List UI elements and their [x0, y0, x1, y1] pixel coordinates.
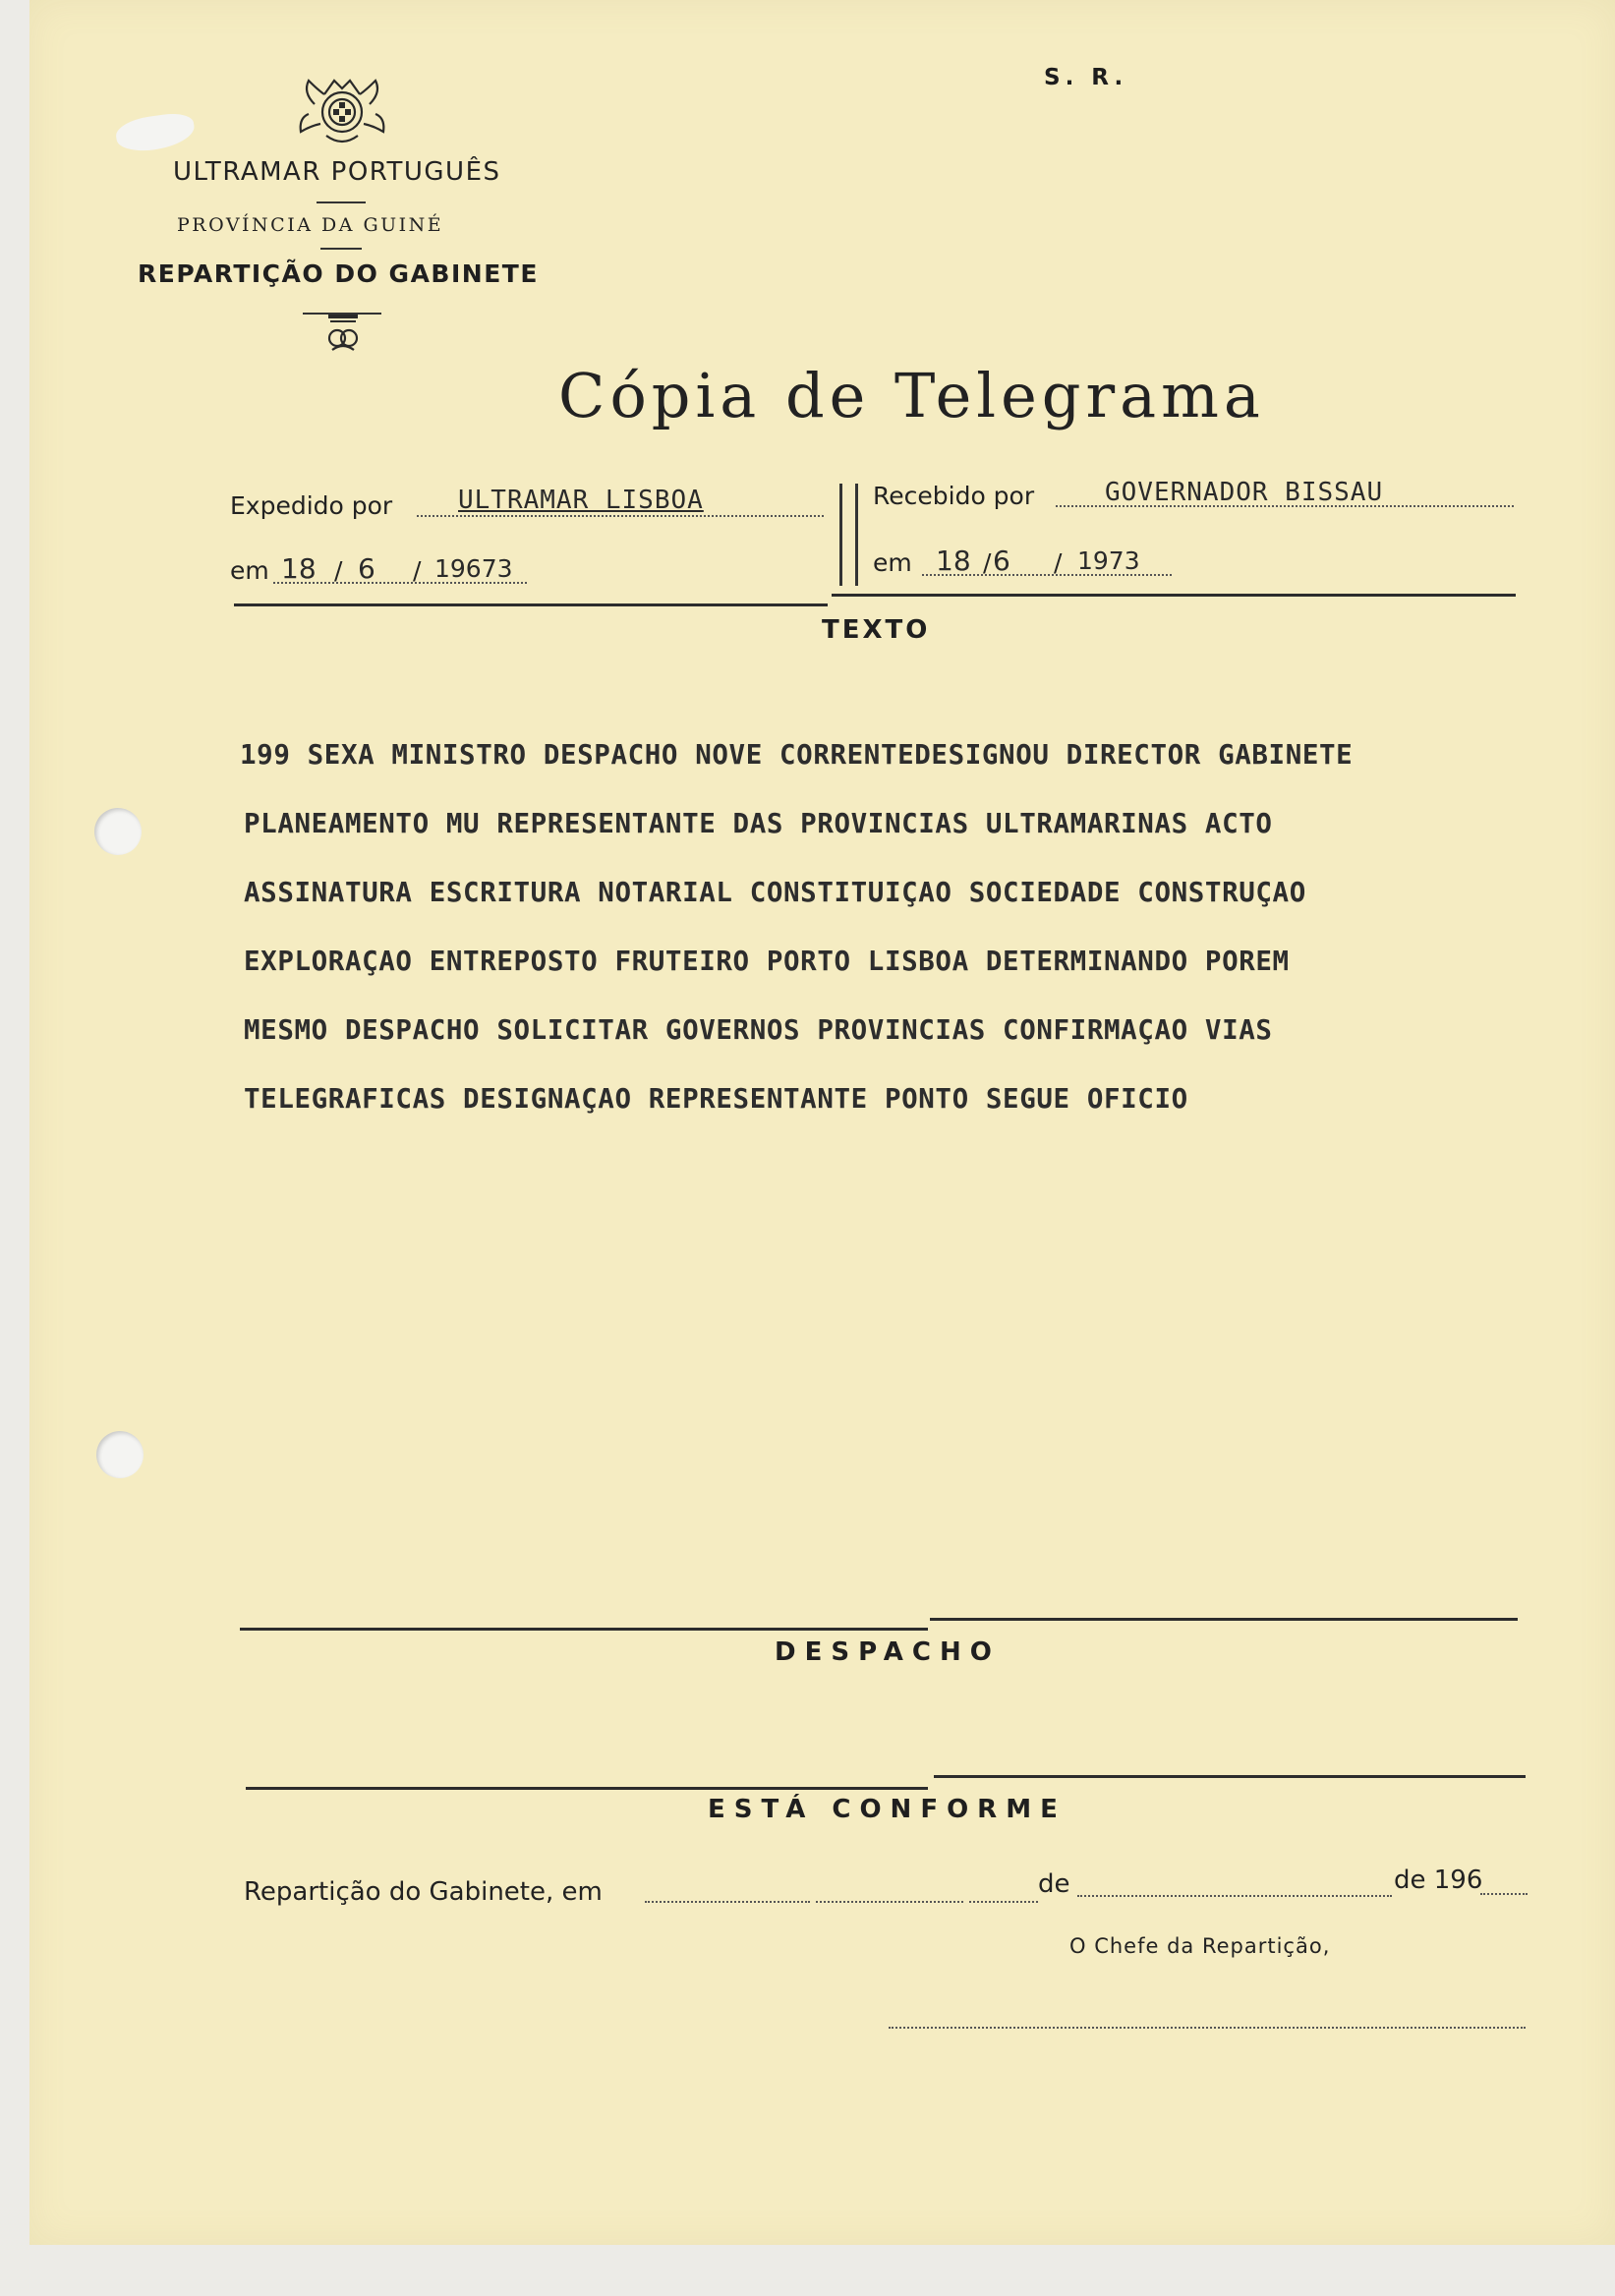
rule-above-despacho-left: [240, 1628, 928, 1631]
conforme-heading: ESTÁ CONFORME: [708, 1795, 1067, 1824]
sent-year: 19673: [434, 554, 513, 583]
sent-by-value: ULTRAMAR LISBOA: [458, 486, 704, 515]
despacho-heading: DESPACHO: [775, 1637, 1001, 1667]
punch-hole-upper: [94, 808, 142, 855]
message-line-3: ASSINATURA ESCRITURA NOTARIAL CONSTITUIÇAO SOCIEDADE CONSTRUÇAO: [244, 877, 1306, 908]
received-by-label: Recebido por: [873, 482, 1035, 510]
rule-above-text-right: [832, 594, 1516, 597]
de-label-1: de: [1038, 1869, 1070, 1899]
document-title: Cópia de Telegrama: [558, 360, 1265, 431]
scan-background-left: [0, 0, 29, 2296]
received-month: 6: [993, 545, 1010, 577]
sent-date-slash-1: /: [334, 556, 343, 585]
rule-above-despacho-right: [930, 1618, 1518, 1621]
place-date-label: Repartição do Gabinete, em: [244, 1877, 603, 1907]
rule-above-conforme-right: [934, 1775, 1526, 1778]
received-date-slash-1: /: [983, 548, 992, 577]
sent-month: 6: [358, 552, 375, 585]
signature-dotted-line: [889, 2025, 1526, 2029]
sent-date-label: em: [230, 556, 269, 585]
place-dotted-line-1: [645, 1899, 810, 1903]
day-dotted-line: [969, 1899, 1038, 1903]
department-emblem-icon: [324, 313, 362, 354]
header-line-ultramar: ULTRAMAR PORTUGUÊS: [173, 157, 501, 187]
column-separator-right: [855, 484, 858, 586]
header-divider-1: [317, 201, 366, 203]
security-stamp: S. R.: [1044, 65, 1128, 90]
scan-background-bottom: [0, 2245, 1615, 2296]
sent-day: 18: [281, 552, 317, 585]
document-sheet: [29, 0, 1615, 2245]
column-separator-left: [839, 484, 842, 586]
received-day: 18: [936, 545, 971, 577]
place-dotted-line-2: [816, 1899, 963, 1903]
received-date-label: em: [873, 548, 912, 577]
message-line-4: EXPLORAÇAO ENTREPOSTO FRUTEIRO PORTO LISBOA DETERMINANDO POREM: [244, 946, 1290, 977]
rule-above-conforme-left: [246, 1787, 928, 1790]
received-by-value: GOVERNADOR BISSAU: [1105, 478, 1384, 507]
header-divider-2: [320, 248, 362, 250]
header-line-provincia: PROVÍNCIA DA GUINÉ: [177, 214, 444, 236]
header-line-reparticao: REPARTIÇÃO DO GABINETE: [138, 259, 539, 288]
de-label-2: de 196: [1394, 1866, 1483, 1895]
received-year: 1973: [1077, 546, 1140, 575]
signatory-label: O Chefe da Repartição,: [1069, 1934, 1331, 1958]
message-line-5: MESMO DESPACHO SOLICITAR GOVERNOS PROVINCIAS CONFIRMAÇAO VIAS: [244, 1014, 1273, 1046]
text-section-heading: TEXTO: [822, 615, 931, 645]
message-line-6: TELEGRAFICAS DESIGNAÇAO REPRESENTANTE PONTO SEGUE OFICIO: [244, 1083, 1188, 1115]
coat-of-arms-icon: [295, 75, 389, 149]
sent-by-label: Expedido por: [230, 491, 393, 520]
rule-above-text-left: [234, 603, 828, 606]
received-date-slash-2: /: [1054, 548, 1063, 577]
year-dotted-line: [1480, 1891, 1528, 1895]
month-dotted-line: [1077, 1893, 1392, 1897]
punch-hole-lower: [96, 1431, 144, 1478]
message-line-1: 199 SEXA MINISTRO DESPACHO NOVE CORRENTEDESIGNOU DIRECTOR GABINETE: [240, 739, 1354, 771]
sent-date-slash-2: /: [413, 556, 422, 585]
message-line-2: PLANEAMENTO MU REPRESENTANTE DAS PROVINCIAS ULTRAMARINAS ACTO: [244, 808, 1273, 839]
